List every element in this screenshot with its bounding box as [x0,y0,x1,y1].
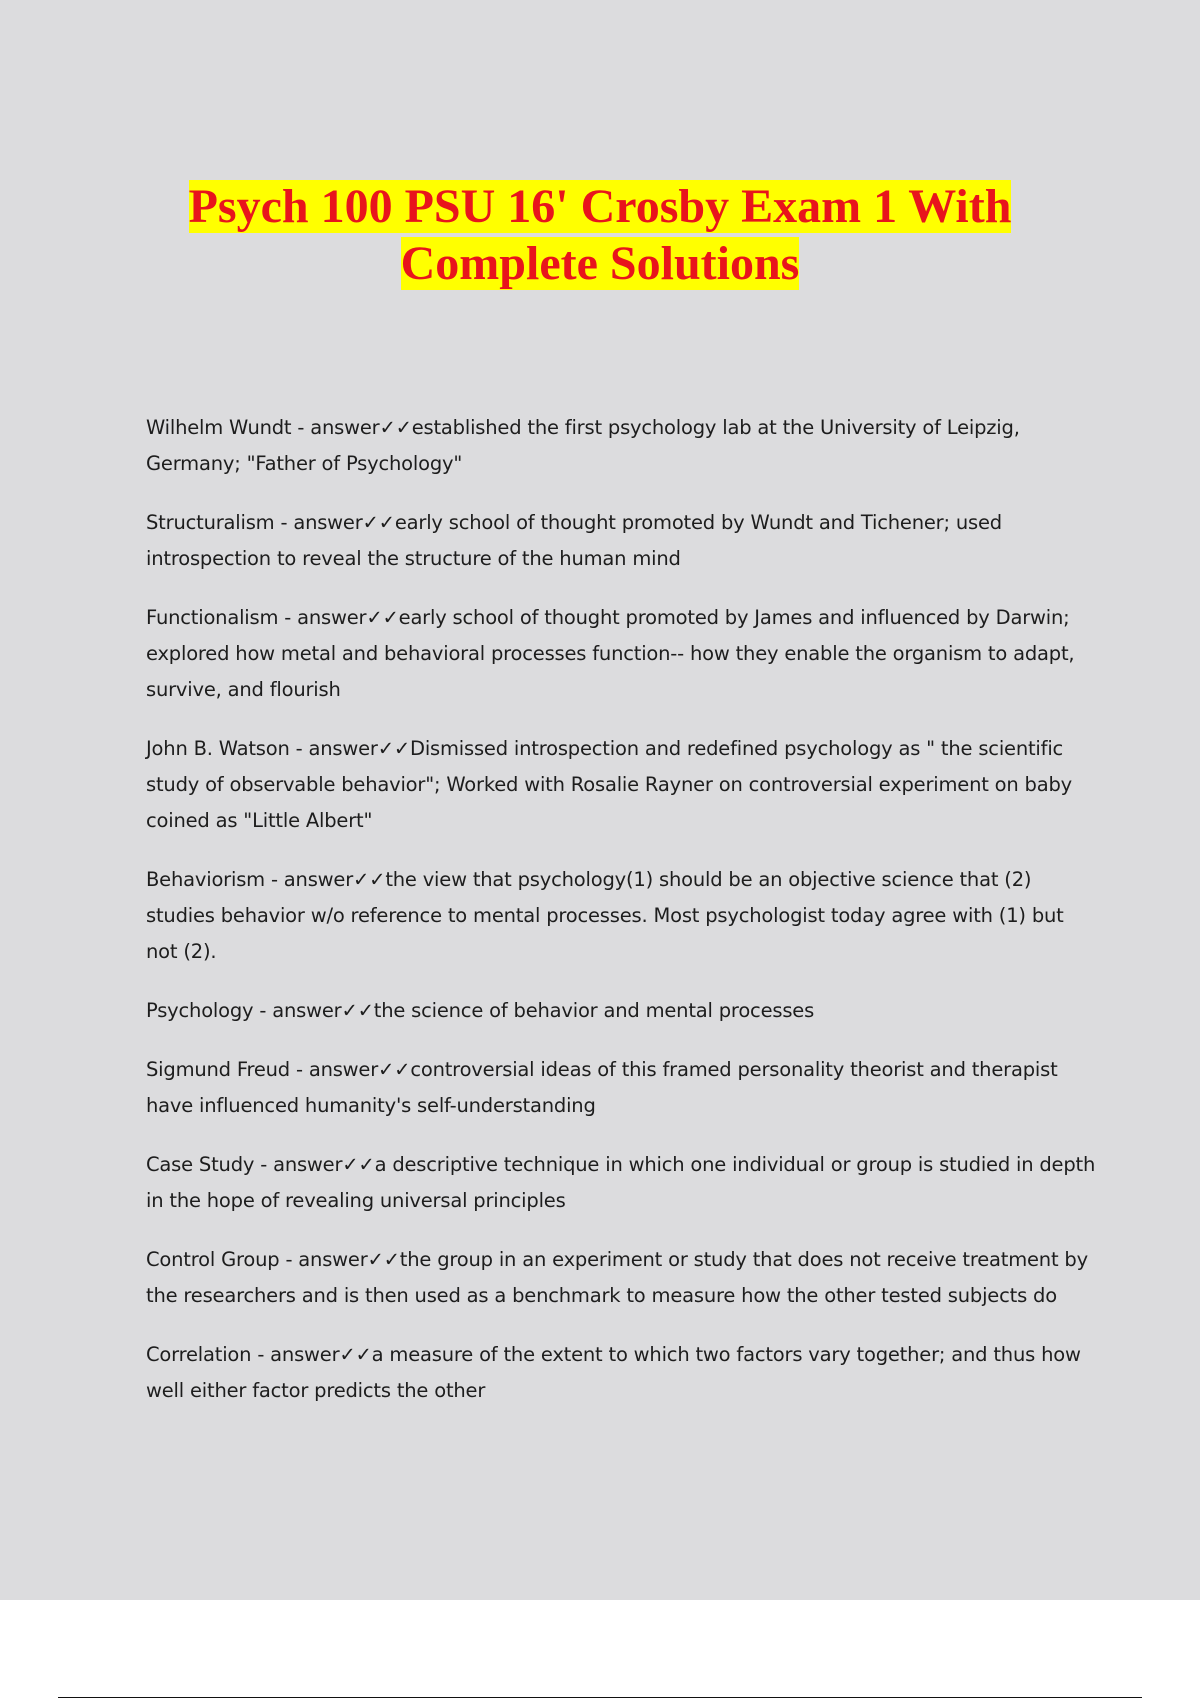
entry-answer-marker: - answer✓✓ [254,1153,375,1176]
entry-definition: the view that psychology(1) should be an objective science that (2) studies behavior w/o reference to mental processes. Most psychologist today agree with (1) but not (2). [146,868,1064,963]
entry-definition: the group in an experiment or study that does not receive treatment by the researchers and is then used as a benchmark to measure how the other tested subjects do [146,1248,1088,1307]
flashcard-entry [146,410,1096,482]
flashcard-entry [146,862,1096,970]
entry-answer-marker: - answer✓✓ [253,999,374,1022]
entry-answer-marker: - answer✓✓ [251,1343,372,1366]
entry-term: Behaviorism [146,868,265,891]
flashcard-entry [146,731,1096,839]
entry-term: Structuralism [146,511,275,534]
entry-answer-marker: - answer✓✓ [264,868,386,891]
entry-definition: early school of thought promoted by Wundt and Tichener; used introspection to reveal the structure of the human mind [146,511,1002,570]
flashcard-entry [146,1147,1096,1219]
entry-term: Sigmund Freud [146,1058,290,1081]
entry-definition: established the first psychology lab at the University of Leipzig, Germany; "Father of Psychology" [146,416,1020,475]
entry-definition: the science of behavior and mental processes [373,999,815,1022]
entry-answer-marker: - answer✓✓ [274,511,395,534]
entry-definition: a descriptive technique in which one individual or group is studied in depth in the hope of revealing universal principles [146,1153,1096,1212]
entry-definition: early school of thought promoted by James and influenced by Darwin; explored how metal and behavioral processes function-- how they enable the organism to adapt, survive, and flourish [146,606,1075,701]
flashcard-entry [146,1337,1096,1409]
entry-definition: controversial ideas of this framed personality theorist and therapist have influenced humanity's self-understanding [146,1058,1058,1117]
entry-definition: a measure of the extent to which two factors vary together; and thus how well either factor predicts the other [146,1343,1081,1402]
footer-divider [58,1697,1142,1698]
document-title [0,178,1200,292]
entry-definition: Dismissed introspection and redefined psychology as " the scientific study of observable behavior"; Worked with Rosalie Rayner on controversial experiment on baby coined as "Little Albert" [146,737,1073,832]
entry-term: Psychology [146,999,254,1022]
entry-term: Control Group [146,1248,280,1271]
entry-answer-marker: - answer✓✓ [289,737,410,760]
flashcard-list [146,410,1096,1432]
title-line-2: Complete Solutions [400,237,800,290]
flashcard-entry [146,505,1096,577]
entry-answer-marker: - answer✓✓ [279,1248,400,1271]
flashcard-entry [146,600,1096,708]
entry-term: Correlation [146,1343,252,1366]
entry-term: Functionalism [146,606,279,629]
flashcard-entry [146,993,1096,1029]
entry-answer-marker: - answer✓✓ [278,606,399,629]
entry-term: John B. Watson [146,737,290,760]
entry-term: Case Study [146,1153,255,1176]
entry-answer-marker: - answer✓✓ [289,1058,411,1081]
entry-answer-marker: - answer✓✓ [291,416,412,439]
entry-term: Wilhelm Wundt [146,416,292,439]
flashcard-entry [146,1052,1096,1124]
title-line-1: Psych 100 PSU 16' Crosby Exam 1 With [188,180,1012,233]
flashcard-entry [146,1242,1096,1314]
